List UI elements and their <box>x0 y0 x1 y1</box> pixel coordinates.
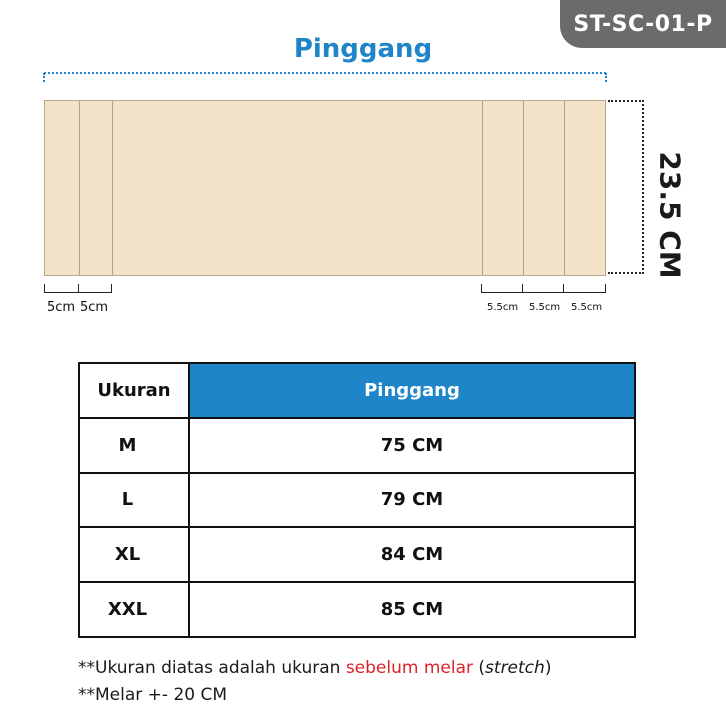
note-highlight: sebelum melar <box>345 658 473 678</box>
height-label: 23.5 CM <box>653 151 687 279</box>
table-row <box>79 473 635 528</box>
waist-dimension-line <box>44 72 606 74</box>
waist-cell: 84 CM <box>189 527 635 582</box>
waist-line-right-tick <box>605 73 607 82</box>
stretch-note <box>78 658 551 678</box>
product-code-badge: ST-SC-01-P <box>560 0 726 48</box>
table-header-row <box>79 363 635 418</box>
table-row <box>79 418 635 473</box>
band-seam <box>112 101 113 275</box>
size-cell: M <box>79 418 189 473</box>
table-row <box>79 527 635 582</box>
size-chart-table <box>78 362 636 638</box>
left-segment-label: 5cm <box>47 300 76 315</box>
size-column-header: Ukuran <box>79 363 189 418</box>
left-segment-bracket <box>44 284 79 293</box>
note-italic: stretch <box>485 658 545 678</box>
waist-cell: 75 CM <box>189 418 635 473</box>
waist-band-illustration <box>44 100 606 276</box>
band-seam <box>79 101 80 275</box>
right-segment-label: 5.5cm <box>487 302 519 313</box>
right-segment-bracket <box>563 284 606 293</box>
waist-column-header: Pinggang <box>189 363 635 418</box>
size-cell: XL <box>79 527 189 582</box>
waist-line-left-tick <box>43 73 45 82</box>
height-dimension-line <box>608 100 644 274</box>
stretch-amount-note: **Melar +- 20 CM <box>78 685 228 705</box>
size-cell: L <box>79 473 189 528</box>
waist-cell: 85 CM <box>189 582 635 637</box>
waist-title: Pinggang <box>293 34 433 64</box>
note-paren-close: ) <box>544 658 552 678</box>
table-row <box>79 582 635 637</box>
right-segment-bracket <box>481 284 523 293</box>
right-segment-bracket <box>522 284 564 293</box>
band-seam <box>482 101 483 275</box>
size-cell: XXL <box>79 582 189 637</box>
left-segment-label: 5cm <box>80 300 109 315</box>
note-paren-open: ( <box>473 658 486 678</box>
right-segment-label: 5.5cm <box>571 302 603 313</box>
note-text: **Ukuran diatas adalah ukuran <box>78 658 346 678</box>
left-segment-bracket <box>78 284 112 293</box>
band-seam <box>564 101 565 275</box>
waist-cell: 79 CM <box>189 473 635 528</box>
right-segment-label: 5.5cm <box>529 302 561 313</box>
band-seam <box>523 101 524 275</box>
